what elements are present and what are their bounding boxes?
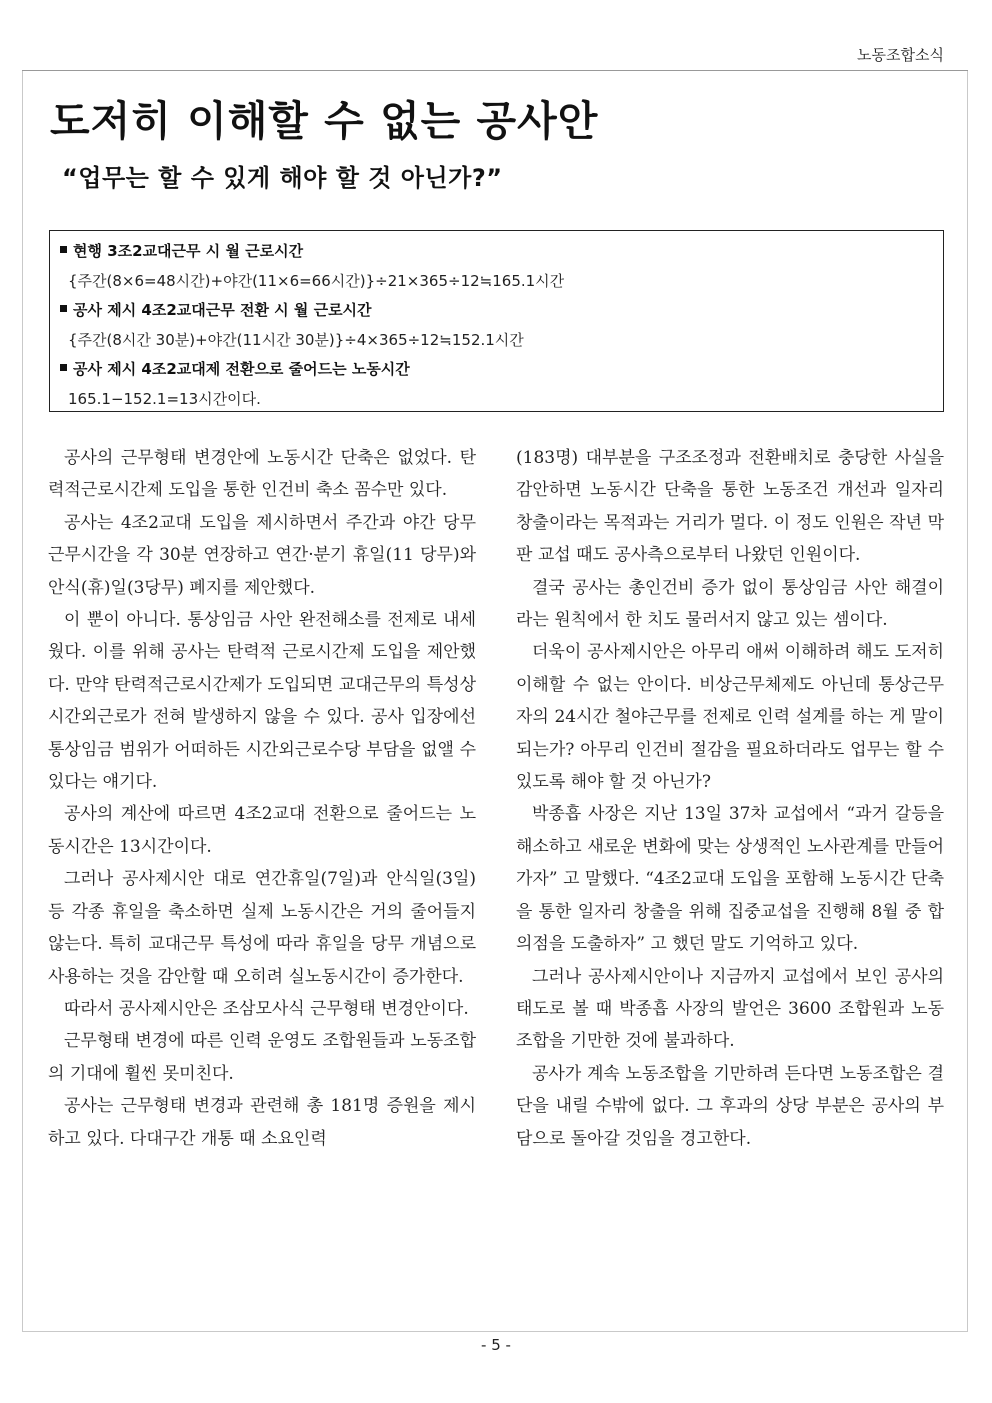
body-paragraph: 공사의 근무형태 변경안에 노동시간 단축은 없었다. 탄력적근로시간제 도입을 통한 인건비 축소 꼼수만 있다. [48, 448, 476, 501]
body-paragraph: 더욱이 공사제시안은 아무리 애써 이해하려 해도 도저히 이해할 수 없는 안이다. 비상근무체제도 아닌데 통상근무자의 24시간 철야근무를 전제로 인력 설계를 하는 게 말이 되는가? 아무리 인건비 절감을 필요하더라도 업무는 할 수 있도록 해야 할 것 아닌가? [516, 642, 944, 793]
square-bullet-icon [60, 246, 67, 253]
article-subtitle: “업무는 할 수 있게 해야 할 것 아닌가?” [62, 164, 503, 192]
body-paragraph: 박종흡 사장은 지난 13일 37차 교섭에서 “과거 갈등을 해소하고 새로운 변화에 맞는 상생적인 노사관계를 만들어 가자” 고 말했다. “4조2교대 도입을 포함해 노동시간 단축을 통한 일자리 창출을 위해 집중교섭을 진행해 8월 중 합의점을 도출하자” 고 했던 말도 기억하고 있다. [516, 804, 944, 955]
info-item-formula: 165.1−152.1=13시간이다. [68, 389, 261, 408]
body-paragraph: 근무형태 변경에 따른 인력 운영도 조합원들과 노동조합의 기대에 휠씬 못미친다. [48, 1031, 476, 1084]
info-item-heading: 현행 3조2교대근무 시 월 근로시간 [60, 237, 933, 267]
body-column-right [516, 442, 944, 1155]
body-paragraph: 이 뿐이 아니다. 통상임금 사안 완전해소를 전제로 내세웠다. 이를 위해 공사는 탄력적 근로시간제 도입을 제안했다. 만약 탄력적근로시간제가 도입되면 교대근무의 특성상 시간외근로가 전혀 발생하지 않을 수 있다. 공사 입장에선 통상임금 범위가 어떠하든 시간외근로수당 부담을 없앨 수 있다는 얘기다. [48, 610, 476, 793]
body-paragraph: 결국 공사는 총인건비 증가 없이 통상임금 사안 해결이라는 원칙에서 한 치도 물러서지 않고 있는 셈이다. [516, 577, 944, 631]
page-number: - 5 - [481, 1336, 511, 1354]
body-paragraph: 공사는 근무형태 변경과 관련해 총 181명 증원을 제시하고 있다. 다대구간 개통 때 소요인력 [48, 1096, 476, 1149]
section-label: 노동조합소식 [857, 46, 944, 64]
info-item-heading: 공사 제시 4조2교대근무 전환 시 월 근로시간 [60, 296, 933, 326]
body-column-left [48, 442, 476, 1155]
body-paragraph: 공사는 4조2교대 도입을 제시하면서 주간과 야간 당무 근무시간을 각 30분 연장하고 연간·분기 휴일(11 당무)와 안식(휴)일(3당무) 폐지를 제안했다. [48, 512, 476, 598]
info-item-formula: {주간(8시간 30분)+야간(11시간 30분)}÷4×365÷12≒152.1시간 [68, 330, 524, 349]
body-paragraph: 그러나 공사제시안 대로 연간휴일(7일)과 안식일(3일) 등 각종 휴일을 축소하면 실제 노동시간은 거의 줄어들지 않는다. 특히 교대근무 특성에 따라 휴일을 당무 개념으로 사용하는 것을 감안할 때 오히려 실노동시간이 증가한다. [48, 869, 476, 987]
info-box [49, 230, 944, 412]
square-bullet-icon [60, 305, 67, 312]
article-title: 도저히 이해할 수 없는 공사안 [50, 97, 599, 145]
header-rule [22, 70, 968, 71]
body-paragraph: 공사가 계속 노동조합을 기만하려 든다면 노동조합은 결단을 내릴 수밖에 없다. 그 후과의 상당 부분은 공사의 부담으로 돌아갈 것임을 경고한다. [516, 1063, 944, 1149]
square-bullet-icon [60, 364, 67, 371]
body-paragraph: 따라서 공사제시안은 조삼모사식 근무형태 변경안이다. [64, 998, 469, 1019]
body-paragraph: 그러나 공사제시안이나 지금까지 교섭에서 보인 공사의 태도로 볼 때 박종흡 사장의 발언은 3600 조합원과 노동조합을 기만한 것에 불과하다. [516, 966, 944, 1052]
info-item-heading: 공사 제시 4조2교대제 전환으로 줄어드는 노동시간 [60, 355, 933, 385]
body-paragraph: (183명) 대부분을 구조조정과 전환배치로 충당한 사실을 감안하면 노동시간 단축을 통한 노동조건 개선과 일자리 창출이라는 목적과는 거리가 멀다. 이 정도 인원은 작년 막판 교섭 때도 공사측으로부터 나왔던 인원이다. [516, 448, 944, 566]
info-item-formula: {주간(8×6=48시간)+야간(11×6=66시간)}÷21×365÷12≒165.1시간 [68, 271, 565, 290]
body-paragraph: 공사의 계산에 따르면 4조2교대 전환으로 줄어드는 노동시간은 13시간이다. [48, 804, 476, 857]
